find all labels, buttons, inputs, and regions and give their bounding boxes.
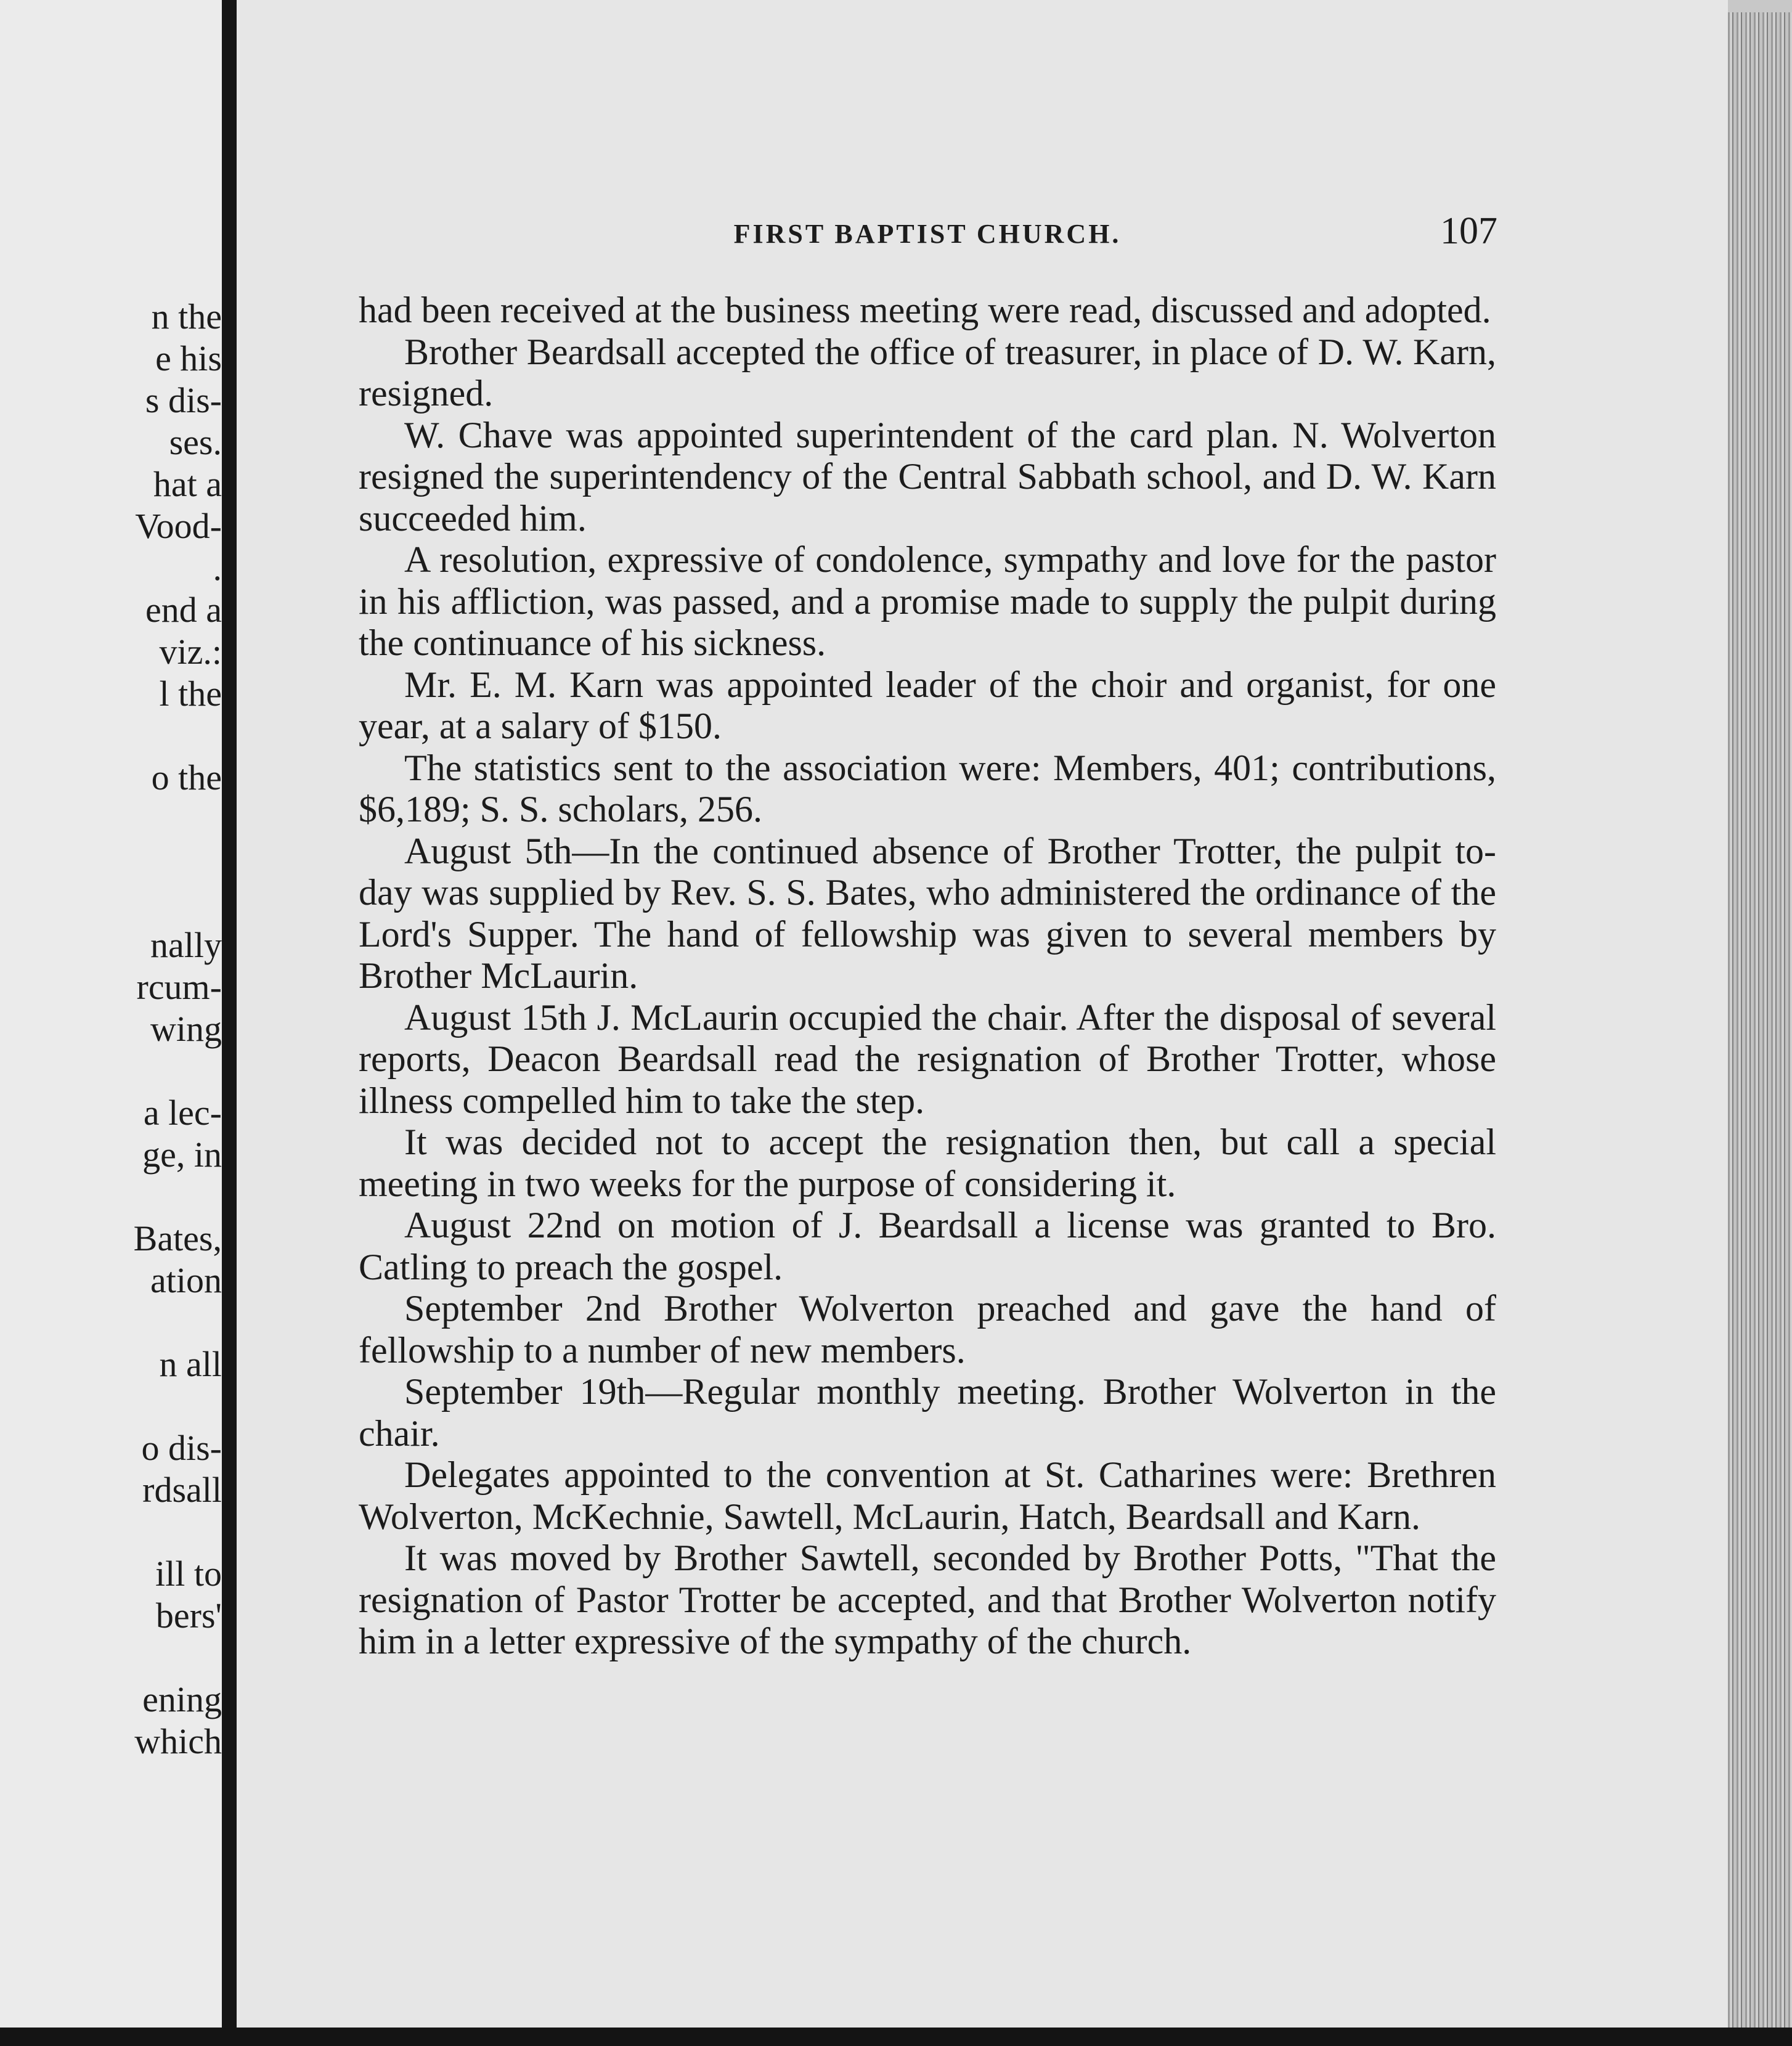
paragraph: Delegates appointed to the convention at St. Catharines were: Brethren Wolverton, McKechnie, Sawtell, McLaurin, Hatch, Beardsall and Karn. [359, 1454, 1496, 1537]
left-page-line: ening [142, 1679, 222, 1719]
paragraph: A resolution, expressive of condolence, sympathy and love for the pastor in his affliction, was passed, and a promise made to supply the pulpit during the continuance of his sickness. [359, 539, 1496, 663]
left-page-line: viz.: [159, 632, 222, 672]
left-page-line: ill to [155, 1554, 222, 1594]
left-page-line: ation [150, 1260, 222, 1300]
left-page-line: wing [150, 1009, 222, 1049]
page-number: 107 [1440, 210, 1497, 252]
left-page-line: s dis- [145, 380, 222, 420]
left-page-line: . [213, 548, 222, 588]
scan-border [0, 2028, 1792, 2046]
paragraph: September 19th—Regular monthly meeting. Brother Wolverton in the chair. [359, 1371, 1496, 1454]
left-page-line: n the [151, 296, 222, 336]
paragraph: had been received at the business meeting were read, discussed and adopted. [359, 290, 1491, 330]
left-page-line: Vood- [135, 506, 222, 546]
paragraph: It was decided not to accept the resignation then, but call a special meeting in two weeks for the purpose of considering it. [359, 1122, 1496, 1204]
body-text [359, 290, 1496, 1663]
running-head: FIRST BAPTIST CHURCH. [733, 219, 1122, 249]
left-page-line: ses. [169, 422, 222, 462]
left-page-line: l the [159, 674, 222, 714]
left-page-line: o dis- [141, 1428, 222, 1468]
left-page-line: rdsall [142, 1470, 222, 1510]
left-page-line: o the [151, 757, 222, 797]
left-page-line: ge, in [142, 1135, 222, 1175]
left-page-line: which [134, 1721, 222, 1761]
paragraph: August 22nd on motion of J. Beardsall a license was granted to Bro. Catling to preach the gospel. [359, 1205, 1496, 1287]
left-page-line: rcum- [136, 967, 222, 1007]
page-header [357, 210, 1497, 256]
left-page [0, 0, 227, 2028]
paragraph: August 15th J. McLaurin occupied the chair. After the disposal of several reports, Deacon Beardsall read the resignation of Brother Trotter, whose illness compelled him to take the step. [359, 997, 1496, 1121]
paragraph: It was moved by Brother Sawtell, seconded by Brother Potts, "That the resignation of Pastor Trotter be accepted, and that Brother Wolverton notify him in a letter expressive of the sympathy of the church. [359, 1538, 1496, 1661]
paragraph: September 2nd Brother Wolverton preached and gave the hand of fellowship to a number of new members. [359, 1288, 1496, 1371]
left-page-line: n all [159, 1344, 222, 1384]
left-page-line: bers' [155, 1596, 222, 1636]
paragraph: Brother Beardsall accepted the office of treasurer, in place of D. W. Karn, resigned. [359, 331, 1496, 414]
left-page-line: e his [155, 338, 222, 378]
page-edge [1728, 12, 1792, 2028]
left-page-line: a lec- [143, 1093, 222, 1133]
paragraph: The statistics sent to the association were: Members, 401; contributions, $6,189; S. S. scholars, 256. [359, 747, 1496, 829]
left-page-line: end a [145, 590, 222, 630]
paragraph: Mr. E. M. Karn was appointed leader of the choir and organist, for one year, at a salary of $150. [359, 664, 1496, 746]
left-page-line: hat a [153, 464, 222, 504]
book-gutter [222, 0, 237, 2028]
paragraph: W. Chave was appointed superintendent of the card plan. N. Wolverton resigned the superintendency of the Central Sabbath school, and D. W. Karn succeeded him. [359, 414, 1496, 539]
left-page-line: nally [150, 925, 222, 965]
left-page-line: Bates, [133, 1218, 222, 1258]
paragraph: August 5th—In the continued absence of Brother Trotter, the pulpit to-day was supplied by Rev. S. S. Bates, who administered the ordinance of the Lord's Supper. The hand of fellowship was given to several members by Brother McLaurin. [359, 830, 1496, 996]
